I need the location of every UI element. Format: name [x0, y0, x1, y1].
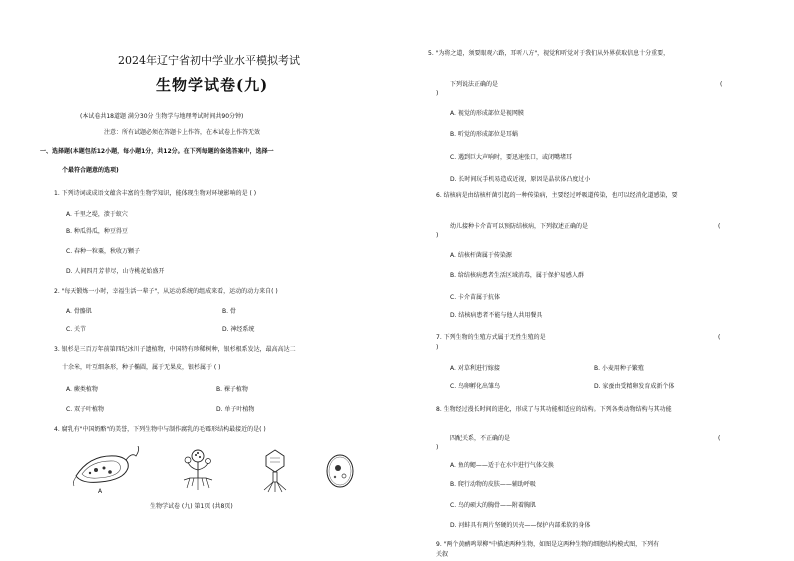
q1-option-a: A. 千里之堤，溃于蚁穴: [66, 211, 128, 218]
q5-answer-paren: (: [720, 81, 723, 88]
q2-option-b: B. 骨: [222, 308, 236, 315]
q6-answer-paren-close: ): [436, 232, 439, 239]
q6-option-d: D. 结核病患者不能与他人共用餐具: [450, 312, 543, 319]
exam-title: 2024年辽宁省初中学业水平模拟考试: [118, 54, 300, 67]
q8-option-d: D. 河蚌具有两片坚硬的贝壳——保护内部柔软的身体: [450, 522, 591, 529]
q8-option-b: B. 爬行动物的皮肤——辅助呼吸: [450, 481, 536, 488]
figure-label-a: A: [98, 488, 103, 495]
q2-stem: 2. "每天锻炼一小时，幸福生活一辈子"，从运动系统的组成来看，运动的动力来自( ): [54, 288, 278, 295]
q3-option-c: C. 双子叶植物: [66, 406, 105, 413]
q7-option-a: A. 对草利进行嫁接: [450, 365, 500, 372]
q7-option-d: D. 家蚕由受精卵发育成新个体: [594, 383, 675, 390]
q7-stem: 7. 下列生物的生殖方式属于无性生殖的是: [436, 334, 546, 341]
q1-option-b: B. 种瓜得瓜，种豆得豆: [66, 228, 128, 235]
q7-option-c: C. 鸟卵孵化出雏鸟: [450, 383, 501, 390]
exam-instruction: 注意：所有试题必须在答题卡上作答，在本试卷上作答无效: [104, 129, 261, 136]
q7-answer-paren: (: [718, 334, 721, 341]
q8-stem-cont: 四配关系，不正确的是: [450, 435, 511, 442]
q6-option-b: B. 给结核病患者生活区域消毒，属于保护易感人群: [450, 272, 584, 279]
yeast-cell-figure: [324, 452, 356, 490]
q6-option-a: A. 结核杆菌属于传染源: [450, 252, 512, 259]
q5-option-d: D. 长时间玩手机易造成近视，原因是晶状体凸度过小: [450, 176, 591, 183]
q5-answer-paren-close: ): [436, 90, 439, 97]
q3-stem-cont: 十余米，叶互细条形，种子椭圆，属于无果皮，银杉属于 ( ): [62, 364, 221, 371]
section-heading: 一、选择题(本题包括12小题，每小题1分，共12分。在下列每题的备选答案中，选择一: [40, 148, 274, 155]
q5-option-b: B. 听觉的形成部位是耳蜗: [450, 131, 518, 138]
q3-option-d: D. 单子叶植物: [216, 406, 255, 413]
q1-option-d: D. 人间四月芳菲尽，山寺桃花始盛开: [66, 268, 165, 275]
q8-option-c: C. 鸟的硕大的胸骨——附着胸肌: [450, 502, 537, 509]
mold-figure: [180, 448, 216, 494]
q9-stem-cont: 关叙: [436, 551, 449, 558]
q6-stem-cont: 幼儿接种卡介苗可以预防结核病，下列叙述正确的是: [450, 223, 589, 230]
q3-stem: 3. 银杉是三百万年前第四纪冰川子遗植物，中国特有珍稀树种，银杉根系发达，最高高达二: [54, 346, 296, 353]
q1-option-c: C. 春种一粒粟，秋收万颗子: [66, 248, 141, 255]
q5-stem-cont: 下列说法正确的是: [450, 81, 499, 88]
q5-option-c: C. 遇到巨大声响时，要迅速张口，或闭嘴堵耳: [450, 154, 573, 161]
q8-answer-paren-close: ): [436, 444, 439, 451]
q3-option-b: B. 裸子植物: [216, 386, 248, 393]
q7-answer-paren-close: ): [436, 344, 439, 351]
q1-stem: 1. 下列诗词或成语文蕴含丰富的生物学知识，能体现生物对环境影响的是 ( ): [54, 190, 257, 197]
q8-stem: 8. 生物经过漫长时间的进化，形成了与其功能相适应的结构。下列各类动物结构与其功能: [436, 406, 672, 413]
q4-stem: 4. 腐乳有"中国奶酪"的美誉，下列生物中与制作腐乳的毛霉形结构最接近的是( ): [54, 426, 266, 433]
q9-stem: 9. "两个黄鹂鸣翠柳"中描述两种生物，如图是这两种生物的细胞结构模式图，下列有: [436, 541, 660, 548]
section-heading-cont: 个最符合题意的选项): [62, 167, 119, 174]
q6-answer-paren: (: [718, 223, 721, 230]
q6-option-c: C. 卡介苗属于抗体: [450, 294, 501, 301]
exam-note: (本试卷共18道题 满分30分 生物学与地理考试时间共90分钟): [80, 113, 244, 120]
q2-option-a: A. 骨骼肌: [66, 308, 92, 315]
left-page: [40, 0, 380, 561]
right-page: [428, 0, 773, 561]
q8-option-a: A. 鱼的鳃——适于在水中进行气体交换: [450, 462, 554, 469]
q7-option-b: B. 小麦用种子繁殖: [594, 365, 644, 372]
q3-option-a: A. 蕨类植物: [66, 386, 98, 393]
q2-option-d: D. 神经系统: [222, 326, 255, 333]
virus-figure: [260, 448, 290, 494]
q5-stem: 5. "为将之道，须要眼观六路，耳听八方"，视觉和听觉对于我们从外界获取信息十分重要，: [428, 50, 670, 57]
q2-option-c: C. 关节: [66, 326, 87, 333]
subject-title: 生物学试卷(九): [156, 76, 269, 94]
q5-option-a: A. 视觉的形成部位是视网膜: [450, 110, 524, 117]
q6-stem: 6. 结核病是由结核杆菌引起的一种传染病，主要经过呼吸道传染，也可以经消化道感染，要: [436, 192, 678, 199]
page-footer: 生物学试卷 (九) 第1页 (共8页): [150, 503, 233, 510]
q8-answer-paren: (: [718, 435, 721, 442]
bacterium-figure: [70, 446, 140, 488]
